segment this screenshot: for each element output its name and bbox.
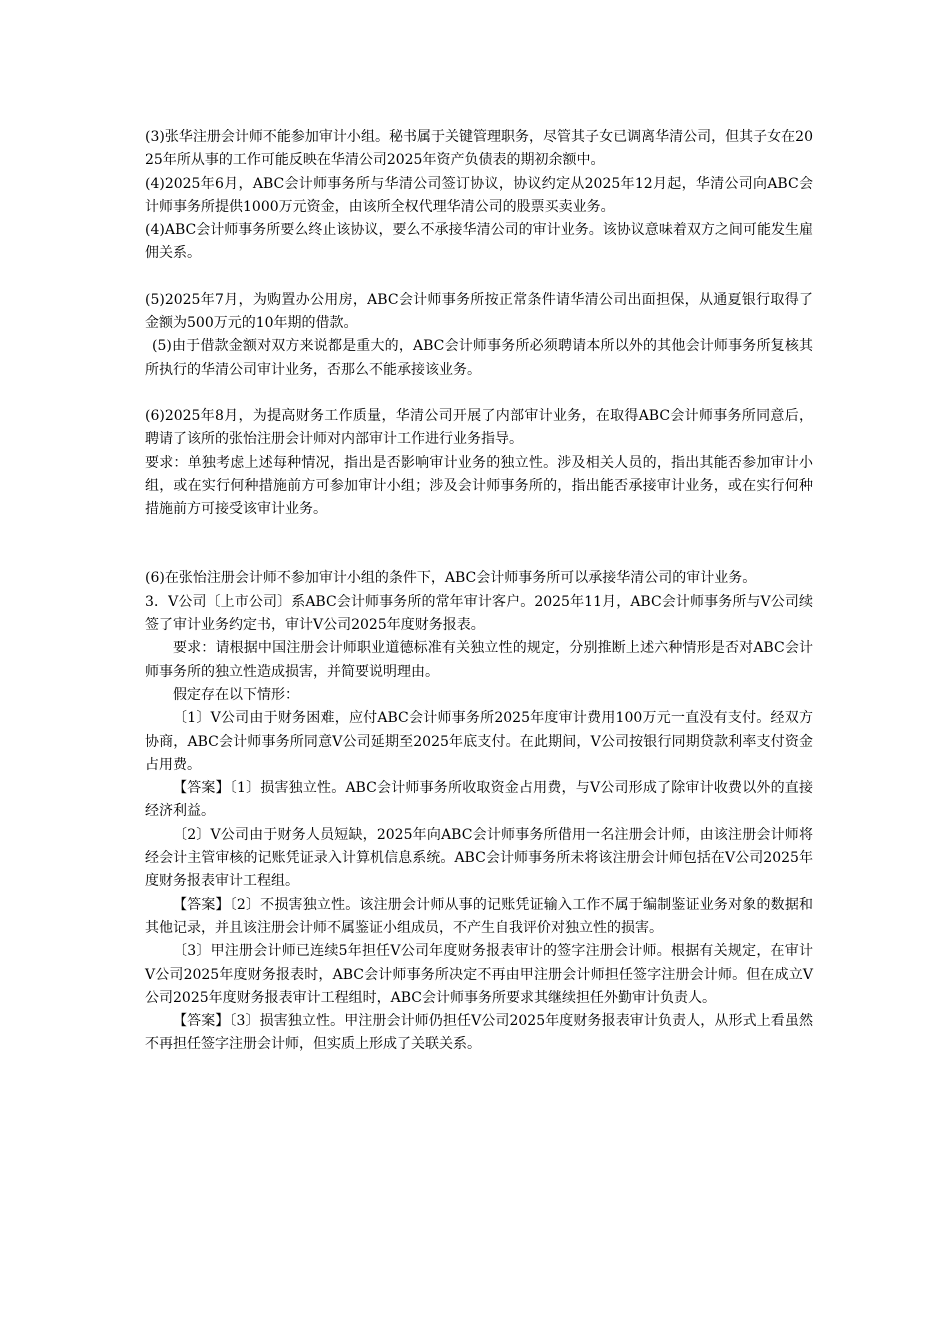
answer-2: 【答案】〔2〕不损害独立性。该注册会计师从事的记账凭证输入工作不属于编制鉴证业务对象的数据和其他记录，并且该注册会计师不属鉴证小组成员，不产生自我评价对独立性的损害。 bbox=[145, 896, 813, 936]
paragraph-6-answer: (6)在张怡注册会计师不参加审计小组的条件下，ABC会计师事务所可以承接华清公司的审计业务。 bbox=[145, 570, 757, 587]
blank-line bbox=[145, 266, 813, 289]
paragraph-3-answer: (3)张华注册会计师不能参加审计小组。秘书属于关键管理职务，尽管其子女已调离华清公司，但其子女在2025年所从事的工作可能反映在华清公司2025年资产负债表的期初余额中。 bbox=[145, 129, 813, 169]
question-3-intro: 3．V公司〔上市公司〕系ABC会计师事务所的常年审计客户。2025年11月，ABC会计师事务所与V公司续签了审计业务约定书，审计V公司2025年度财务报表。 bbox=[145, 593, 813, 634]
document-page bbox=[145, 126, 813, 1057]
blank-line bbox=[145, 382, 813, 405]
paragraph-5-case: (5)2025年7月，为购置办公用房，ABC会计师事务所按正常条件请华清公司出面担保，从通夏银行取得了金额为500万元的10年期的借款。 bbox=[145, 291, 813, 332]
question-3-requirement: 要求：请根据中国注册会计师职业道德标准有关独立性的规定，分别推断上述六种情形是否对ABC会计师事务所的独立性造成损害，并简要说明理由。 bbox=[145, 640, 813, 680]
paragraph-5-answer: (5)由于借款金额对双方来说都是重大的，ABC会计师事务所必须聘请本所以外的其他会计师事务所复核其所执行的华清公司审计业务，否那么不能承接该业务。 bbox=[145, 338, 813, 378]
case-1: 〔1〕V公司由于财务困难，应付ABC会计师事务所2025年度审计费用100万元一直没有支付。经双方协商，ABC会计师事务所同意V公司延期至2025年底支付。在此期间，V公司按银行同期贷款利率支付资金占用费。 bbox=[145, 710, 813, 773]
blank-lines bbox=[145, 521, 813, 567]
case-3: 〔3〕甲注册会计师已连续5年担任V公司年度财务报表审计的签字注册会计师。根据有关规定，在审计V公司2025年度财务报表时，ABC会计师事务所决定不再由甲注册会计师担任签字注册会计师。但在成立V公司2025年度财务报表审计工程组时，ABC会计师事务所要求其继续担任外勤审计负责人。 bbox=[145, 943, 813, 1006]
paragraph-6-case: (6)2025年8月，为提高财务工作质量，华清公司开展了内部审计业务，在取得ABC会计师事务所同意后，聘请了该所的张怡注册会计师对内部审计工作进行业务指导。 bbox=[145, 407, 813, 448]
answer-3: 【答案】〔3〕损害独立性。甲注册会计师仍担任V公司2025年度财务报表审计负责人，从形式上看虽然不再担任签字注册会计师，但实质上形成了关联关系。 bbox=[145, 1013, 813, 1053]
case-2: 〔2〕V公司由于财务人员短缺，2025年向ABC会计师事务所借用一名注册会计师，由该注册会计师将经会计主管审核的记账凭证录入计算机信息系统。ABC会计师事务所未将该注册会计师包括在V公司2025年度财务报表审计工程组。 bbox=[145, 826, 813, 890]
requirement-paragraph: 要求：单独考虑上述每种情况，指出是否影响审计业务的独立性。涉及相关人员的，指出其能否参加审计小组，或在实行何种措施前方可参加审计小组；涉及会计师事务所的，指出能否承接审计业务，或在实行何种措施前方可接受该审计业务。 bbox=[145, 454, 813, 518]
answer-1: 【答案】〔1〕损害独立性。ABC会计师事务所收取资金占用费，与V公司形成了除审计收费以外的直接经济利益。 bbox=[145, 780, 813, 820]
assumption-heading: 假定存在以下情形： bbox=[173, 686, 299, 703]
paragraph-4-case: (4)2025年6月，ABC会计师事务所与华清公司签订协议，协议约定从2025年12月起，华清公司向ABC会计师事务所提供1000万元资金，由该所全权代理华清公司的股票买卖业务。 bbox=[145, 175, 813, 215]
paragraph-4-answer: (4)ABC会计师事务所要么终止该协议，要么不承接华清公司的审计业务。该协议意味着双方之间可能发生雇佣关系。 bbox=[145, 222, 813, 262]
